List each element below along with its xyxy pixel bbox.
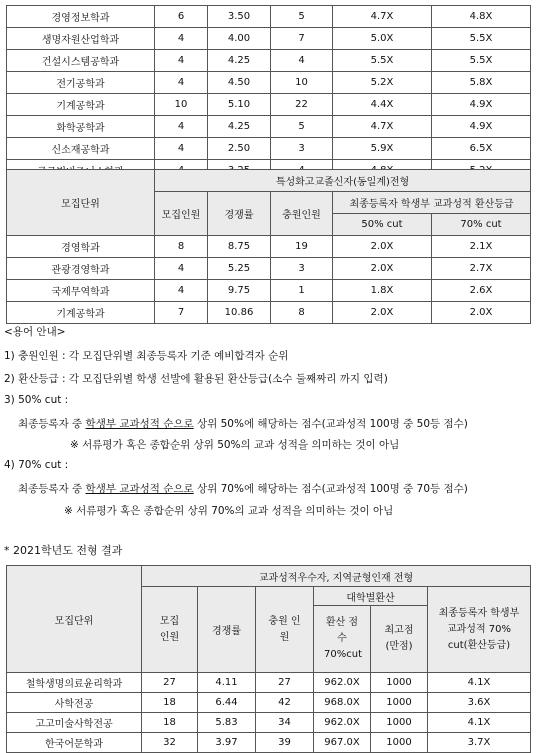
note-3-post: 상위 50%에 해당하는 점수(교과성적 100명 중 50등 점수) (193, 418, 468, 430)
table-cell: 3.97 (198, 733, 256, 753)
table-cell: 1000 (371, 693, 428, 713)
table-row (7, 6, 531, 28)
col-group-title: 교과성적우수자, 지역균형인재 전형 (142, 566, 531, 587)
table-row (7, 302, 531, 324)
table-cell: 962.0X (314, 713, 371, 733)
table-cell: 8 (271, 302, 333, 324)
table-cell: 967.0X (314, 733, 371, 753)
table-cell: 9.75 (208, 280, 271, 302)
admission-table-3 (6, 565, 531, 753)
unit-name-cell: 건설시스템공학과 (7, 50, 155, 72)
table-cell: 5.83 (198, 713, 256, 733)
table-row (7, 116, 531, 138)
table-cell: 5.10 (208, 94, 271, 116)
table-row (7, 733, 531, 753)
table-cell: 4.4X (333, 94, 432, 116)
unit-name-cell: 생명자원산업학과 (7, 28, 155, 50)
unit-name-cell: 철학생명의료윤리학과 (7, 673, 142, 693)
table-cell: 1000 (371, 673, 428, 693)
table-cell: 2.0X (333, 236, 432, 258)
unit-name-cell: 국제무역학과 (7, 280, 155, 302)
unit-name-cell: 전기공학과 (7, 72, 155, 94)
col-group-title: 특성화고교졸신자(동일계)전형 (155, 170, 531, 192)
table-cell: 4.25 (208, 116, 271, 138)
table-cell: 4.9X (432, 116, 531, 138)
table-row (7, 72, 531, 94)
table-cell: 5.8X (432, 72, 531, 94)
table-cell: 4.9X (432, 94, 531, 116)
note-3-detail (18, 416, 468, 431)
table-cell: 18 (142, 713, 198, 733)
table-cell: 10 (155, 94, 208, 116)
table-cell: 2.0X (432, 302, 531, 324)
note-3-remark: ※ 서류평가 혹은 종합순위 상위 50%의 교과 성적을 의미하는 것이 아님 (70, 439, 400, 451)
table-cell: 10 (271, 72, 333, 94)
table-cell: 5.5X (432, 50, 531, 72)
table-cell: 7 (271, 28, 333, 50)
table-row (7, 280, 531, 302)
table-cell: 2.50 (208, 138, 271, 160)
table-cell: 2.1X (432, 236, 531, 258)
note-4-underlined: 학생부 교과성적 순으로 (85, 483, 194, 495)
table-cell: 2.6X (432, 280, 531, 302)
table-cell: 1000 (371, 733, 428, 753)
table-cell: 4.1X (428, 713, 531, 733)
table-1-body (7, 6, 531, 182)
unit-name-cell: 화학공학과 (7, 116, 155, 138)
table-cell: 8.75 (208, 236, 271, 258)
table-cell: 5.5X (333, 50, 432, 72)
table-cell: 4 (155, 138, 208, 160)
table-cell: 5.25 (208, 258, 271, 280)
table-cell: 4 (155, 116, 208, 138)
table-cell: 4 (155, 28, 208, 50)
table-cell: 5.5X (432, 28, 531, 50)
col-grade-group: 최종등록자 학생부 교과성적 환산등급 (333, 192, 531, 214)
col-final-grade: 최종등록자 학생부 교과성적 70% cut(환산등급) (428, 587, 531, 673)
table-cell: 4.25 (208, 50, 271, 72)
note-4-post: 상위 70%에 해당하는 점수(교과성적 100명 중 70등 점수) (193, 483, 468, 495)
table-cell: 4.7X (333, 116, 432, 138)
table-cell: 4 (155, 280, 208, 302)
table-cell: 1.8X (333, 280, 432, 302)
unit-name-cell: 경영학과 (7, 236, 155, 258)
note-3-underlined: 학생부 교과성적 순으로 (85, 418, 194, 430)
note-1: 1) 충원인원 : 각 모집단위별 최종등록자 기준 예비합격자 순위 (4, 350, 289, 362)
table-cell: 6.5X (432, 138, 531, 160)
col-filled: 충원인원 (271, 192, 333, 236)
unit-name-cell: 사학전공 (7, 693, 142, 713)
table-cell: 3 (271, 138, 333, 160)
col-quota: 모집 인원 (142, 587, 198, 673)
table-cell: 5.0X (333, 28, 432, 50)
table-cell: 2.0X (333, 258, 432, 280)
table-cell: 3.7X (428, 733, 531, 753)
admission-table-2 (6, 169, 531, 324)
unit-name-cell: 기계공학과 (7, 302, 155, 324)
unit-name-cell: 기계공학과 (7, 94, 155, 116)
table-row (7, 258, 531, 280)
admission-table-1 (6, 5, 531, 182)
table-cell: 32 (142, 733, 198, 753)
table-cell: 4.8X (432, 6, 531, 28)
table-cell: 4.1X (428, 673, 531, 693)
table-cell: 22 (271, 94, 333, 116)
table-cell: 18 (142, 693, 198, 713)
note-4: 4) 70% cut : (4, 459, 69, 471)
table-2-body (7, 236, 531, 324)
table-cell: 3.6X (428, 693, 531, 713)
unit-name-cell: 한국어문학과 (7, 733, 142, 753)
table-cell: 5 (271, 116, 333, 138)
note-3: 3) 50% cut : (4, 394, 69, 406)
table-cell: 962.0X (314, 673, 371, 693)
col-cut70: 70% cut (432, 214, 531, 236)
table-row (7, 236, 531, 258)
unit-name-cell: 관광경영학과 (7, 258, 155, 280)
col-max-score: 최고점 (만점) (371, 606, 428, 673)
table-cell: 4.00 (208, 28, 271, 50)
col-competition: 경쟁률 (208, 192, 271, 236)
col-univ-conv: 대학별환산 (314, 587, 428, 606)
unit-name-cell: 고고미술사학전공 (7, 713, 142, 733)
table-cell: 27 (256, 673, 314, 693)
table-3-body (7, 673, 531, 753)
col-conv-score: 환산 점수 70%cut (314, 606, 371, 673)
table-cell: 4.50 (208, 72, 271, 94)
table-cell: 968.0X (314, 693, 371, 713)
col-unit: 모집단위 (7, 566, 142, 673)
note-4-remark: ※ 서류평가 혹은 종합순위 상위 70%의 교과 성적을 의미하는 것이 아님 (64, 505, 394, 517)
col-cut50: 50% cut (333, 214, 432, 236)
table-row (7, 50, 531, 72)
table-cell: 42 (256, 693, 314, 713)
table-cell: 27 (142, 673, 198, 693)
table-cell: 2.7X (432, 258, 531, 280)
table-cell: 34 (256, 713, 314, 733)
table-cell: 4.7X (333, 6, 432, 28)
col-quota: 모집인원 (155, 192, 208, 236)
unit-name-cell: 신소재공학과 (7, 138, 155, 160)
col-unit: 모집단위 (7, 170, 155, 236)
section-title: * 2021학년도 전형 결과 (4, 544, 123, 557)
note-4-detail (18, 481, 468, 496)
table-row (7, 138, 531, 160)
table-row (7, 94, 531, 116)
table-cell: 1000 (371, 713, 428, 733)
table-cell: 5 (271, 6, 333, 28)
table-cell: 4.11 (198, 673, 256, 693)
table-cell: 4 (155, 258, 208, 280)
table-cell: 3.50 (208, 6, 271, 28)
col-competition: 경쟁률 (198, 587, 256, 673)
table-cell: 19 (271, 236, 333, 258)
note-2: 2) 환산등급 : 각 모집단위별 학생 선발에 활용된 환산등급(소수 둘째짜리 까지 입력) (4, 373, 388, 385)
table-cell: 1 (271, 280, 333, 302)
table-cell: 39 (256, 733, 314, 753)
col-filled: 충원 인원 (256, 587, 314, 673)
table-cell: 10.86 (208, 302, 271, 324)
table-row (7, 713, 531, 733)
unit-name-cell: 경영정보학과 (7, 6, 155, 28)
table-cell: 3 (271, 258, 333, 280)
table-cell: 6.44 (198, 693, 256, 713)
table-cell: 4 (155, 72, 208, 94)
table-cell: 5.2X (333, 72, 432, 94)
table-cell: 8 (155, 236, 208, 258)
table-cell: 2.0X (333, 302, 432, 324)
table-row (7, 673, 531, 693)
note-3-pre: 최종등록자 중 (18, 418, 86, 430)
table-cell: 7 (155, 302, 208, 324)
table-row (7, 693, 531, 713)
table-cell: 4 (155, 50, 208, 72)
notes-title: <용어 안내> (4, 326, 66, 338)
table-cell: 4 (271, 50, 333, 72)
table-cell: 6 (155, 6, 208, 28)
table-row (7, 28, 531, 50)
table-cell: 5.9X (333, 138, 432, 160)
note-4-pre: 최종등록자 중 (18, 483, 86, 495)
